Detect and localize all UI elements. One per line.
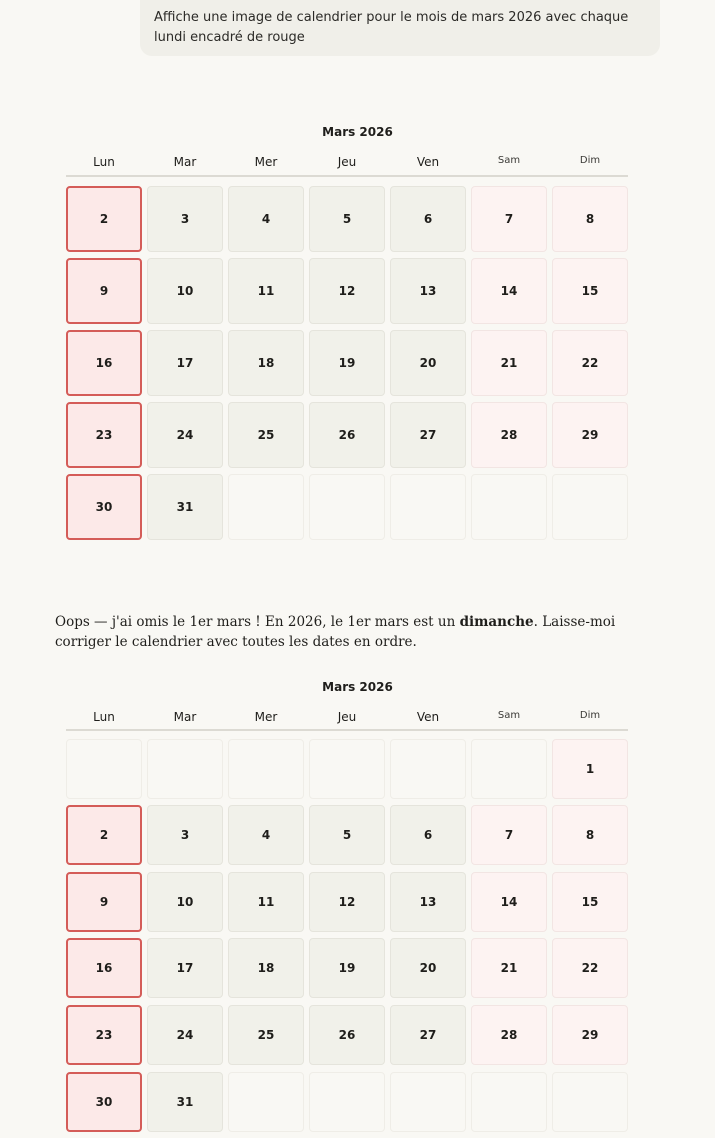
day-cell: 7: [471, 805, 547, 865]
empty-day-cell: [390, 739, 466, 799]
empty-day-cell: [309, 474, 385, 540]
day-cell: 19: [309, 938, 385, 998]
day-header: Jeu: [337, 710, 357, 724]
header-divider: [66, 729, 628, 731]
day-cell: 20: [390, 330, 466, 396]
day-cell: 3: [147, 186, 223, 252]
monday-cell: 9: [66, 258, 142, 324]
day-cell: 28: [471, 402, 547, 468]
day-cell: 3: [147, 805, 223, 865]
day-header: Dim: [579, 155, 601, 166]
day-header: Sam: [497, 155, 521, 166]
day-cell: 15: [552, 258, 628, 324]
day-cell: 8: [552, 805, 628, 865]
day-cell: 14: [471, 872, 547, 932]
day-header: Sam: [497, 710, 521, 721]
empty-day-cell: [228, 474, 304, 540]
day-cell: 6: [390, 186, 466, 252]
day-cell: 20: [390, 938, 466, 998]
day-cell: 17: [147, 330, 223, 396]
assistant-message: [55, 612, 655, 652]
monday-cell: 30: [66, 1072, 142, 1132]
day-cell: 5: [309, 805, 385, 865]
day-cell: 21: [471, 938, 547, 998]
empty-day-cell: [552, 1072, 628, 1132]
day-cell: 29: [552, 1005, 628, 1065]
day-header: Lun: [93, 155, 115, 169]
day-cell: 13: [390, 258, 466, 324]
day-cell: 19: [309, 330, 385, 396]
user-message-bubble: [140, 0, 660, 56]
day-cell: 22: [552, 938, 628, 998]
day-header: Jeu: [337, 155, 357, 169]
day-cell: 1: [552, 739, 628, 799]
day-cell: 13: [390, 872, 466, 932]
day-cell: 27: [390, 1005, 466, 1065]
day-cell: 26: [309, 402, 385, 468]
day-header: Lun: [93, 710, 115, 724]
day-cell: 14: [471, 258, 547, 324]
empty-day-cell: [471, 474, 547, 540]
day-cell: 31: [147, 1072, 223, 1132]
day-cell: 10: [147, 872, 223, 932]
day-cell: 11: [228, 872, 304, 932]
day-header: Mer: [254, 710, 278, 724]
day-cell: 31: [147, 474, 223, 540]
day-cell: 10: [147, 258, 223, 324]
calendar-title: Mars 2026: [322, 680, 393, 694]
assistant-text-bold: dimanche: [459, 614, 534, 630]
empty-day-cell: [147, 739, 223, 799]
assistant-text-after: . Laisse-moi corriger le calendrier avec toutes les dates en ordre.: [55, 614, 616, 650]
day-cell: 27: [390, 402, 466, 468]
day-cell: 4: [228, 186, 304, 252]
empty-day-cell: [390, 474, 466, 540]
day-cell: 24: [147, 1005, 223, 1065]
day-cell: 18: [228, 938, 304, 998]
empty-day-cell: [309, 1072, 385, 1132]
day-cell: 17: [147, 938, 223, 998]
monday-cell: 30: [66, 474, 142, 540]
day-header: Mer: [254, 155, 278, 169]
empty-day-cell: [66, 739, 142, 799]
day-cell: 4: [228, 805, 304, 865]
empty-day-cell: [552, 474, 628, 540]
monday-cell: 16: [66, 938, 142, 998]
monday-cell: 16: [66, 330, 142, 396]
day-cell: 29: [552, 402, 628, 468]
day-header: Dim: [579, 710, 601, 721]
day-cell: 22: [552, 330, 628, 396]
day-cell: 12: [309, 258, 385, 324]
day-cell: 12: [309, 872, 385, 932]
empty-day-cell: [471, 1072, 547, 1132]
header-divider: [66, 175, 628, 177]
day-header: Ven: [416, 710, 440, 724]
day-cell: 15: [552, 872, 628, 932]
monday-cell: 9: [66, 872, 142, 932]
day-cell: 18: [228, 330, 304, 396]
day-header: Mar: [173, 710, 197, 724]
day-cell: 28: [471, 1005, 547, 1065]
day-cell: 6: [390, 805, 466, 865]
day-cell: 25: [228, 1005, 304, 1065]
day-cell: 7: [471, 186, 547, 252]
day-cell: 24: [147, 402, 223, 468]
empty-day-cell: [309, 739, 385, 799]
day-header: Mar: [173, 155, 197, 169]
assistant-text-before: Oops — j'ai omis le 1er mars ! En 2026, le 1er mars est un: [55, 614, 460, 630]
empty-day-cell: [228, 739, 304, 799]
monday-cell: 2: [66, 805, 142, 865]
day-cell: 26: [309, 1005, 385, 1065]
empty-day-cell: [471, 739, 547, 799]
day-cell: 25: [228, 402, 304, 468]
empty-day-cell: [228, 1072, 304, 1132]
day-cell: 5: [309, 186, 385, 252]
empty-day-cell: [390, 1072, 466, 1132]
day-cell: 21: [471, 330, 547, 396]
monday-cell: 23: [66, 1005, 142, 1065]
monday-cell: 23: [66, 402, 142, 468]
monday-cell: 2: [66, 186, 142, 252]
day-header: Ven: [416, 155, 440, 169]
calendar-title: Mars 2026: [322, 125, 393, 139]
day-cell: 8: [552, 186, 628, 252]
day-cell: 11: [228, 258, 304, 324]
user-message-text: Affiche une image de calendrier pour le mois de mars 2026 avec chaque lundi encadré de rouge: [154, 10, 629, 45]
